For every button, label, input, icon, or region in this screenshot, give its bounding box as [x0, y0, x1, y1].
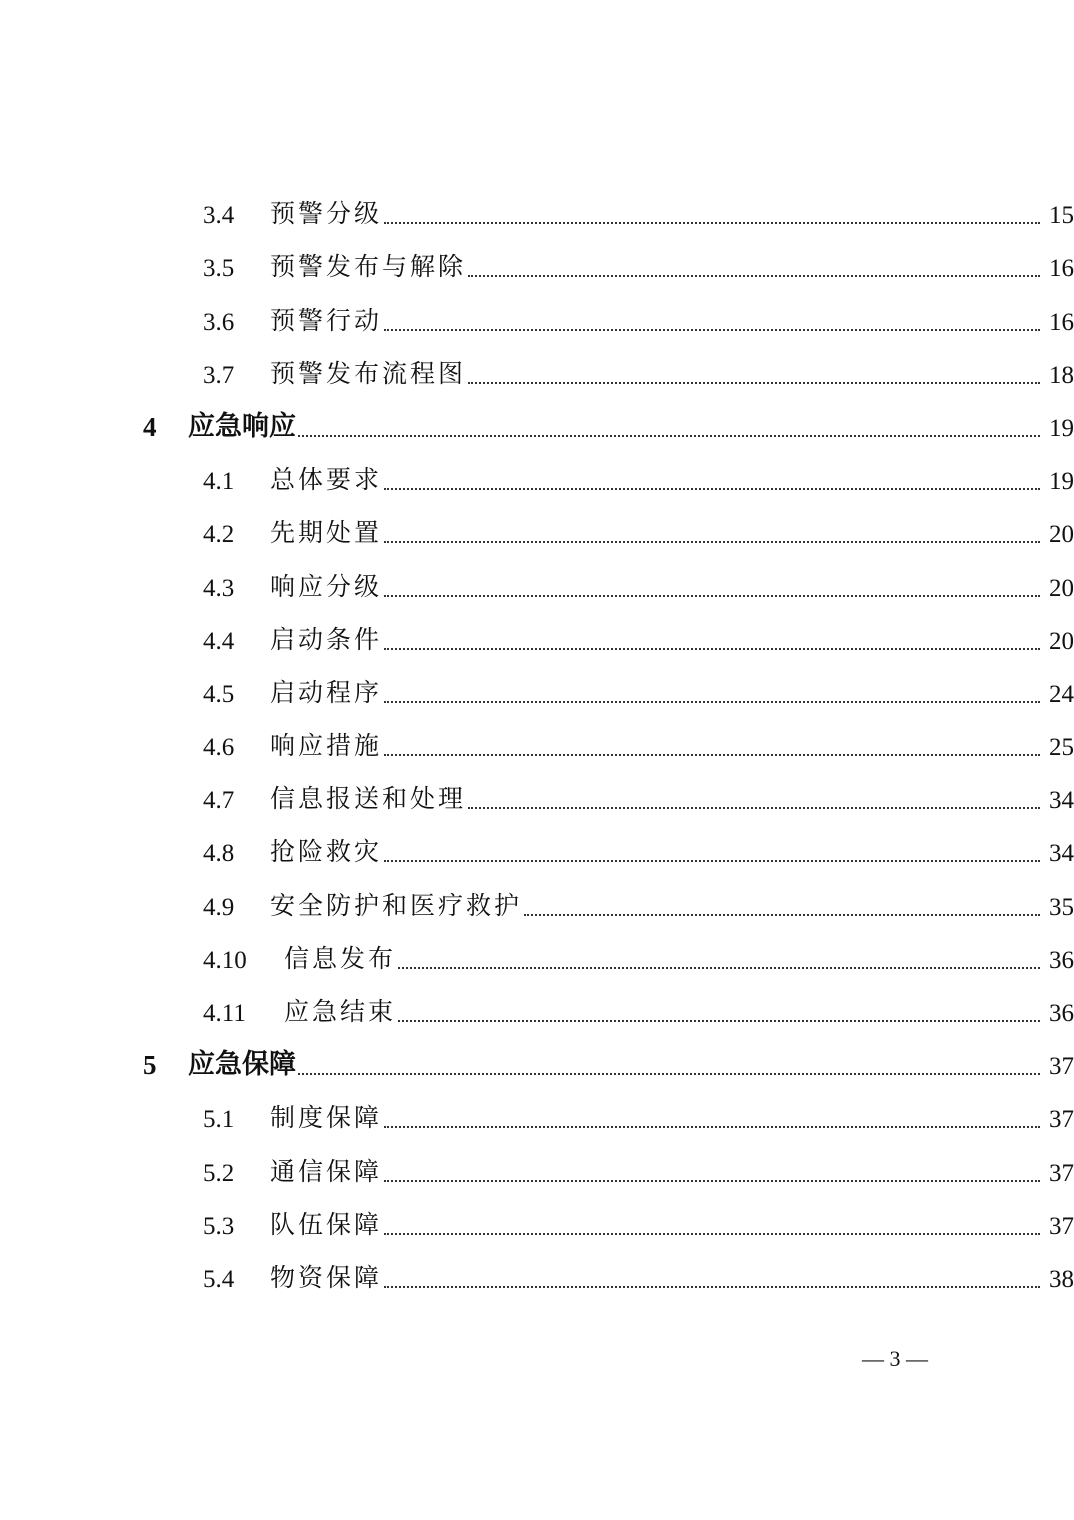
toc-entry-page: 24: [1049, 680, 1074, 708]
dot-leader: [384, 541, 1040, 543]
toc-section-entry: [0, 1253, 1074, 1306]
toc-entry-title: 先期处置: [270, 518, 383, 548]
toc-entry-page: 18: [1049, 361, 1074, 389]
toc-chapter-entry: [0, 1040, 1074, 1093]
toc-entry-page: 20: [1049, 627, 1074, 655]
toc-entry-title: 响应措施: [270, 731, 383, 761]
toc-entry-title: 预警发布流程图: [270, 358, 467, 388]
toc-entry-number: 4.7: [203, 787, 235, 815]
toc-entry-page: 37: [1049, 1212, 1074, 1240]
toc-section-entry: [0, 987, 1074, 1040]
toc-entry-title: 信息报送和处理: [270, 784, 467, 814]
toc-section-entry: [0, 189, 1074, 242]
toc-entry-page: 19: [1049, 414, 1074, 442]
toc-entry-page: 19: [1049, 468, 1074, 496]
toc-entry-title: 抢险救灾: [270, 837, 383, 867]
toc-entry-number: 4.11: [203, 1000, 246, 1027]
toc-entry-page: 15: [1049, 202, 1074, 230]
dot-leader: [384, 595, 1040, 597]
toc-entry-page: 16: [1049, 255, 1074, 283]
toc-entry-number: 5.2: [203, 1159, 235, 1187]
toc-section-entry: [0, 455, 1074, 508]
toc-entry-page: 37: [1049, 1106, 1074, 1134]
toc-section-entry: [0, 561, 1074, 614]
toc-entry-title: 启动条件: [270, 624, 383, 654]
toc-section-entry: [0, 349, 1074, 402]
toc-entry-number: 4: [143, 411, 157, 442]
toc-entry-number: 3.7: [203, 361, 235, 389]
toc-entry-number: 4.4: [203, 627, 235, 655]
toc-entry-page: 20: [1049, 574, 1074, 602]
toc-section-entry: [0, 1146, 1074, 1199]
toc-entry-number: 5.1: [203, 1106, 235, 1134]
toc-chapter-entry: [0, 402, 1074, 455]
toc-entry-title: 预警发布与解除: [270, 252, 467, 282]
dot-leader: [384, 1233, 1040, 1235]
toc-entry-number: 4.5: [203, 680, 235, 708]
toc-entry-title: 应急结束: [284, 997, 397, 1026]
dot-leader: [384, 1126, 1040, 1128]
toc-entry-title: 队伍保障: [270, 1209, 383, 1239]
dot-leader: [384, 488, 1040, 490]
toc-entry-number: 5.3: [203, 1212, 235, 1240]
toc-entry-page: 16: [1049, 308, 1074, 336]
dot-leader: [298, 435, 1040, 437]
toc-entry-page: 34: [1049, 787, 1074, 815]
dot-leader: [468, 382, 1040, 384]
dot-leader: [384, 1180, 1040, 1182]
dot-leader: [398, 1020, 1040, 1022]
toc-entry-title: 通信保障: [270, 1156, 383, 1186]
toc-entry-title: 信息发布: [284, 943, 397, 973]
toc-entry-page: 25: [1049, 734, 1074, 762]
toc-section-entry: [0, 1200, 1074, 1253]
dot-leader: [468, 807, 1040, 809]
toc-entry-title: 制度保障: [270, 1103, 383, 1133]
table-of-contents: [0, 189, 1074, 1306]
dot-leader: [298, 1073, 1040, 1075]
dot-leader: [398, 967, 1040, 969]
toc-entry-number: 4.10: [203, 946, 247, 974]
dot-leader: [384, 701, 1040, 703]
toc-section-entry: [0, 880, 1074, 933]
toc-entry-page: 38: [1049, 1265, 1074, 1293]
toc-entry-title: 预警行动: [270, 305, 383, 335]
toc-entry-title: 启动程序: [270, 677, 383, 707]
toc-entry-number: 4.9: [203, 893, 235, 921]
toc-entry-page: 34: [1049, 840, 1074, 868]
dot-leader: [384, 860, 1040, 862]
toc-entry-title: 安全防护和医疗救护: [270, 890, 523, 920]
toc-entry-number: 3.5: [203, 255, 235, 283]
dot-leader: [384, 648, 1040, 650]
toc-entry-page: 36: [1049, 1000, 1074, 1027]
dot-leader: [384, 754, 1040, 756]
toc-section-entry: [0, 721, 1074, 774]
toc-entry-number: 4.2: [203, 521, 235, 549]
toc-entry-title: 应急响应: [188, 410, 296, 442]
toc-entry-number: 4.8: [203, 840, 235, 868]
toc-entry-number: 3.6: [203, 308, 235, 336]
toc-entry-page: 36: [1049, 946, 1074, 974]
toc-section-entry: [0, 934, 1074, 987]
toc-entry-title: 总体要求: [270, 465, 383, 495]
dot-leader: [384, 1286, 1040, 1288]
toc-section-entry: [0, 827, 1074, 880]
toc-entry-title: 物资保障: [270, 1262, 383, 1292]
toc-section-entry: [0, 774, 1074, 827]
toc-entry-number: 5.4: [203, 1265, 235, 1293]
toc-entry-page: 35: [1049, 893, 1074, 921]
toc-entry-number: 3.4: [203, 202, 235, 230]
toc-entry-number: 4.3: [203, 574, 235, 602]
toc-entry-title: 响应分级: [270, 571, 383, 601]
toc-entry-page: 37: [1049, 1159, 1074, 1187]
toc-entry-page: 20: [1049, 521, 1074, 549]
toc-section-entry: [0, 242, 1074, 295]
toc-section-entry: [0, 295, 1074, 348]
dot-leader: [384, 222, 1040, 224]
toc-entry-title: 预警分级: [270, 199, 383, 229]
page-number-footer: — 3 —: [862, 1346, 928, 1371]
toc-section-entry: [0, 1093, 1074, 1146]
toc-entry-page: 37: [1049, 1053, 1074, 1081]
dot-leader: [524, 914, 1040, 916]
toc-entry-number: 4.1: [203, 468, 235, 496]
toc-entry-title: 应急保障: [188, 1049, 296, 1081]
toc-section-entry: [0, 508, 1074, 561]
toc-section-entry: [0, 615, 1074, 668]
toc-entry-number: 4.6: [203, 734, 235, 762]
dot-leader: [468, 275, 1040, 277]
toc-section-entry: [0, 668, 1074, 721]
toc-entry-number: 5: [143, 1050, 157, 1081]
dot-leader: [384, 329, 1040, 331]
